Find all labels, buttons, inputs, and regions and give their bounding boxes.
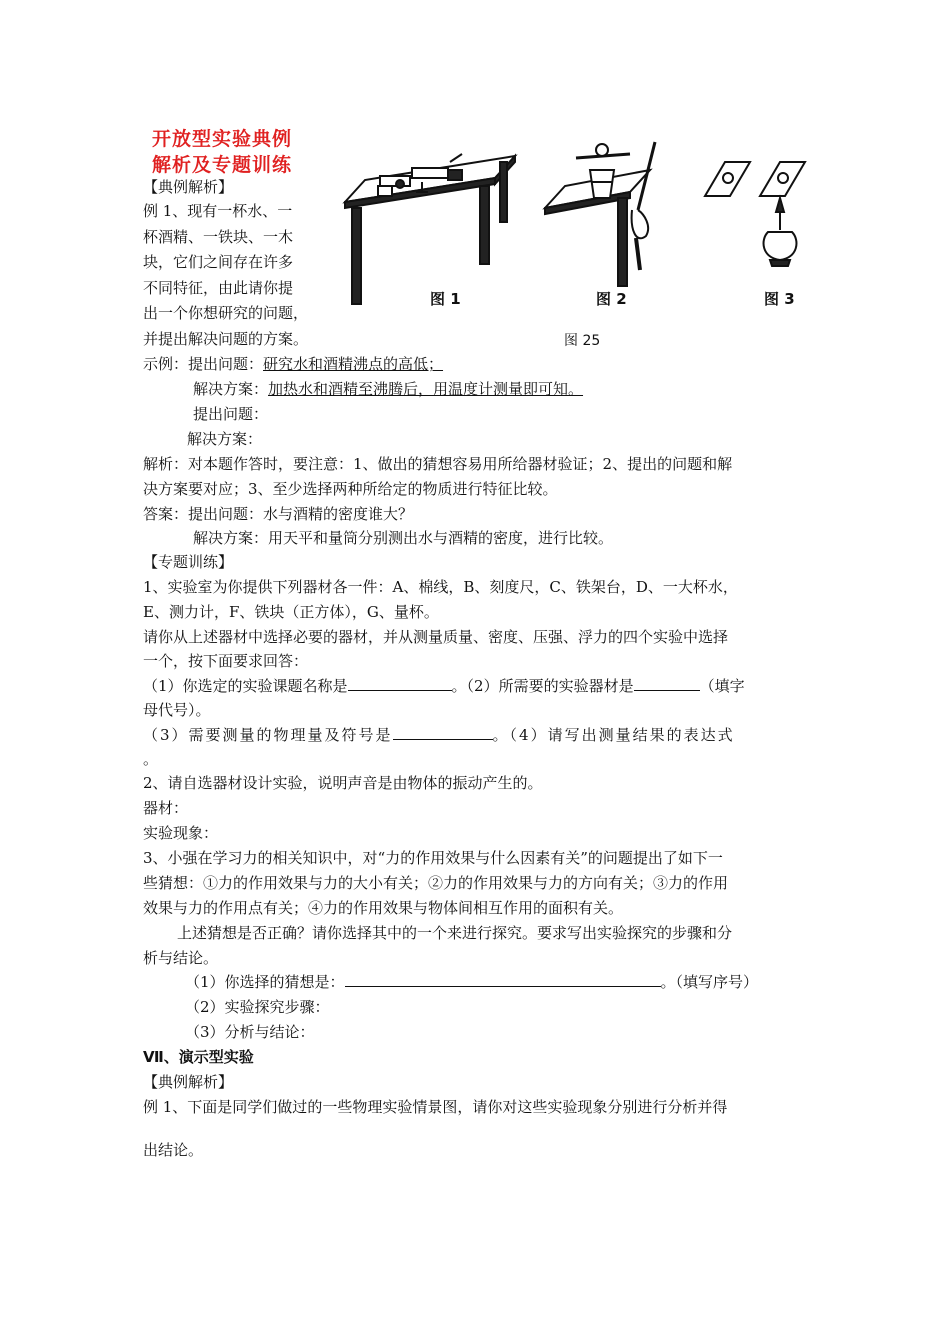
sample-solution-label: 解决方案： bbox=[187, 430, 263, 448]
answer-blank[interactable] bbox=[348, 676, 452, 691]
figure-3-drawing bbox=[705, 162, 805, 266]
example1-line: 出一个你想研究的问题， bbox=[143, 304, 309, 322]
example2-line: 出结论。 bbox=[143, 1141, 204, 1159]
q3-part-line: （3）分析与结论： bbox=[185, 1023, 315, 1041]
answer-line: 解决方案：用天平和量筒分别测出水与酒精的密度，进行比较。 bbox=[193, 529, 614, 547]
sample-line bbox=[193, 379, 583, 399]
example1-line: 杯酒精、一铁块、一木 bbox=[143, 228, 294, 246]
section-heading-example: 【典例解析】 bbox=[143, 178, 234, 196]
q1-part1-text: （1）你选定的实验课题名称是 bbox=[143, 677, 348, 695]
figure-3-label: 图 3 bbox=[764, 290, 795, 308]
q1-line: 请你从上述器材中选择必要的器材，并从测量质量、密度、压强、浮力的四个实验中选择 bbox=[143, 628, 729, 646]
sample-label: 示例：提出问题： bbox=[143, 355, 264, 373]
q2-phenomenon-label: 实验现象： bbox=[143, 824, 219, 842]
doc-title-line2: 解析及专题训练 bbox=[152, 154, 293, 176]
q3-line: 上述猜想是否正确？请你选择其中的一个来进行探究。要求写出实验探究的步骤和分 bbox=[177, 924, 733, 942]
example1-line: 例 1、现有一杯水、一 bbox=[143, 202, 293, 220]
figure-25 bbox=[340, 140, 810, 350]
q3-part-line: （2）实验探究步骤： bbox=[185, 998, 330, 1016]
q3-line: 3、小强在学习力的相关知识中，对“力的作用效果与什么因素有关”的问题提出了如下一 bbox=[143, 849, 723, 867]
figure-25-drawing bbox=[340, 140, 810, 350]
answer-blank[interactable] bbox=[393, 725, 493, 740]
doc-title-line1: 开放型实验典例 bbox=[152, 128, 293, 150]
section-heading-training: 【专题训练】 bbox=[143, 553, 234, 571]
figure-1-label: 图 1 bbox=[430, 290, 461, 308]
q1-part-line: 母代号）。 bbox=[143, 701, 211, 719]
figure-2-label: 图 2 bbox=[596, 290, 627, 308]
section-heading-example: 【典例解析】 bbox=[143, 1073, 234, 1091]
example1-line: 并提出解决问题的方案。 bbox=[143, 330, 309, 348]
q2-line: 2、请自选器材设计实验，说明声音是由物体的振动产生的。 bbox=[143, 774, 543, 792]
q2-materials-label: 器材： bbox=[143, 799, 189, 817]
q3-line: 些猜想：①力的作用效果与力的大小有关；②力的作用效果与力的方向有关；③力的作用 bbox=[143, 874, 729, 892]
q3-part1-hint: 。（填写序号） bbox=[660, 973, 759, 991]
q1-part3-text: （3）需要测量的物理量及符号是 bbox=[143, 726, 393, 744]
answer-blank[interactable] bbox=[634, 676, 700, 691]
answer-line: 答案：提出问题：水与酒精的密度谁大？ bbox=[143, 505, 414, 523]
sample-label: 解决方案： bbox=[193, 380, 269, 398]
q3-part-line bbox=[185, 972, 758, 992]
q1-line: E、测力计，F、铁块（正方体），G、量杯。 bbox=[143, 603, 439, 621]
q1-line: 一个，按下面要求回答： bbox=[143, 652, 309, 670]
sample-solution: 加热水和酒精至沸腾后，用温度计测量即可知。 bbox=[268, 380, 584, 398]
q1-part4-text: 。（4）请写出测量结果的表达式 bbox=[492, 726, 735, 744]
example1-line: 不同特征，由此请你提 bbox=[143, 279, 294, 297]
sample-ask-label: 提出问题： bbox=[193, 405, 269, 423]
answer-blank[interactable] bbox=[345, 972, 661, 987]
figure-1-drawing bbox=[345, 154, 515, 304]
q1-part-line bbox=[143, 725, 735, 745]
example1-line: 块，它们之间存在许多 bbox=[143, 253, 294, 271]
q1-part-line: 。 bbox=[143, 750, 159, 768]
q3-line: 效果与力的作用点有关；④力的作用效果与物体间相互作用的面积有关。 bbox=[143, 899, 624, 917]
q3-line: 析与结论。 bbox=[143, 949, 219, 967]
sample-question: 研究水和酒精沸点的高低； bbox=[263, 355, 444, 373]
analysis-line: 解析：对本题作答时，要注意：1、做出的猜想容易用所给器材验证；2、提出的问题和解 bbox=[143, 455, 733, 473]
sample-line bbox=[143, 354, 443, 374]
example2-line: 例 1、下面是同学们做过的一些物理实验情景图，请你对这些实验现象分别进行分析并得 bbox=[143, 1098, 728, 1116]
analysis-line: 决方案要对应；3、至少选择两种所给定的物质进行特征比较。 bbox=[143, 480, 558, 498]
q1-line: 1、实验室为你提供下列器材各一件：A、棉线，B、刻度尺，C、铁架台，D、一大杯水， bbox=[143, 578, 738, 596]
q1-part2-text: 。（2）所需要的实验器材是 bbox=[451, 677, 634, 695]
section-heading-demo: Ⅶ、演示型实验 bbox=[143, 1048, 254, 1066]
q1-part2-hint: （填字 bbox=[699, 677, 745, 695]
figure-caption: 图 25 bbox=[564, 333, 601, 349]
figure-2-drawing bbox=[545, 142, 655, 286]
q3-part1-text: （1）你选择的猜想是： bbox=[185, 973, 345, 991]
q1-part-line bbox=[143, 676, 745, 696]
